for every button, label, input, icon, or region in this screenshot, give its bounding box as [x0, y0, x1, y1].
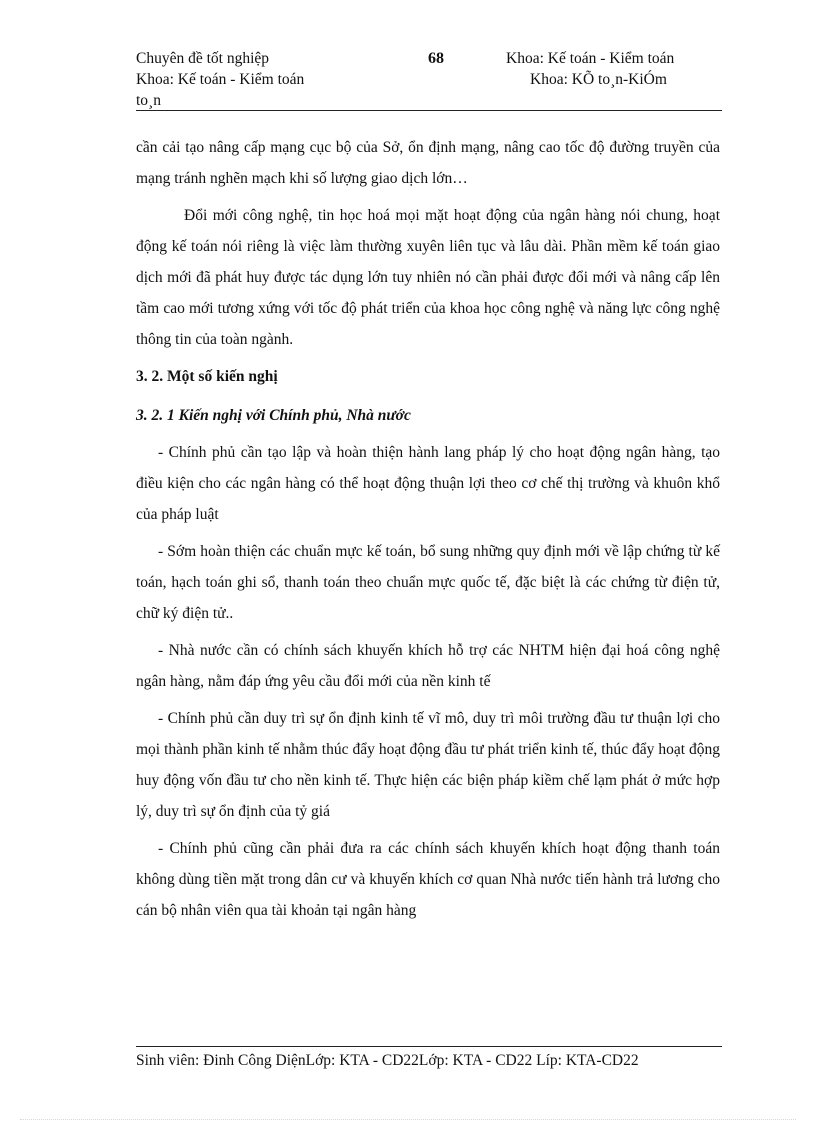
header-left-line-3: to¸n	[136, 92, 161, 109]
header-divider	[136, 110, 722, 111]
page-footer: Sinh viên: Đinh Công DiệnLớp: KTA - CD22Lớp: KTA - CD22 Líp: KTA-CD22	[136, 1052, 639, 1069]
section-heading: 3. 2. Một số kiến nghị	[136, 368, 278, 385]
page-header	[136, 48, 722, 112]
paragraph-legal-framework: - Chính phủ cần tạo lập và hoàn thiện hành lang pháp lý cho hoạt động ngân hàng, tạo điều kiện cho các ngân hàng có thể hoạt động thuận lợi theo cơ chế thị trường và khuôn khổ của pháp luật	[136, 444, 720, 523]
paragraph-network-upgrade: cần cải tạo nâng cấp mạng cục bộ của Sở, ổn định mạng, nâng cao tốc độ đường truyền của mạng tránh nghẽn mạch khi số lượng giao dịch lớn…	[136, 139, 720, 187]
header-left-line-1: Chuyên đề tốt nghiệp	[136, 50, 270, 67]
page-edge-border	[20, 1119, 796, 1120]
paragraph-cashless-payment: - Chính phủ cũng cần phải đưa ra các chính sách khuyến khích hoạt động thanh toán không dùng tiền mặt trong dân cư và khuyến khích cơ quan Nhà nước tiến hành trả lương cho cán bộ nhân viên qua tài khoản tại ngân hàng	[136, 840, 720, 919]
footer-divider	[136, 1046, 722, 1047]
header-right-line-1: Khoa: Kế toán - Kiểm toán	[506, 50, 675, 67]
header-left-line-2: Khoa: Kế toán - Kiểm toán	[136, 71, 305, 88]
paragraph-modernization-support: - Nhà nước cần có chính sách khuyến khích hỗ trợ các NHTM hiện đại hoá công nghệ ngân hàng, nằm đáp ứng yêu cầu đổi mới của nền kinh tế	[136, 642, 720, 690]
document-body	[136, 132, 720, 926]
page-number: 68	[428, 50, 444, 67]
paragraph-accounting-standards: - Sớm hoàn thiện các chuẩn mực kế toán, bổ sung những quy định mới về lập chứng từ kế toán, hạch toán ghi sổ, thanh toán theo chuẩn mực quốc tế, đặc biệt là các chứng từ điện tử, chữ ký điện tử..	[136, 543, 720, 622]
paragraph-technology-renewal: Đổi mới công nghệ, tin học hoá mọi mặt hoạt động của ngân hàng nói chung, hoạt động kế toán nói riêng là việc làm thường xuyên liên tục và lâu dài. Phần mềm kế toán giao dịch mới đã phát huy được tác dụng lớn tuy nhiên nó cần phải được đổi mới và nâng cấp lên tầm cao mới tương xứng với tốc độ phát triển của khoa học công nghệ và năng lực công nghệ thông tin của toàn ngành.	[136, 207, 720, 348]
paragraph-macro-stability: - Chính phủ cần duy trì sự ổn định kinh tế vĩ mô, duy trì môi trường đầu tư thuận lợi cho mọi thành phần kinh tế nhằm thúc đẩy hoạt động đầu tư phát triển kinh tế, thúc đẩy hoạt động huy động vốn đầu tư cho nền kinh tế. Thực hiện các biện pháp kiềm chế lạm phát ở mức hợp lý, duy trì sự ổn định của tỷ giá	[136, 710, 720, 820]
subsection-heading: 3. 2. 1 Kiến nghị với Chính phủ, Nhà nước	[136, 407, 411, 424]
header-right-line-2: Khoa: KÕ to¸n-KiÓm	[530, 71, 667, 88]
paragraph-spacer	[136, 392, 720, 400]
